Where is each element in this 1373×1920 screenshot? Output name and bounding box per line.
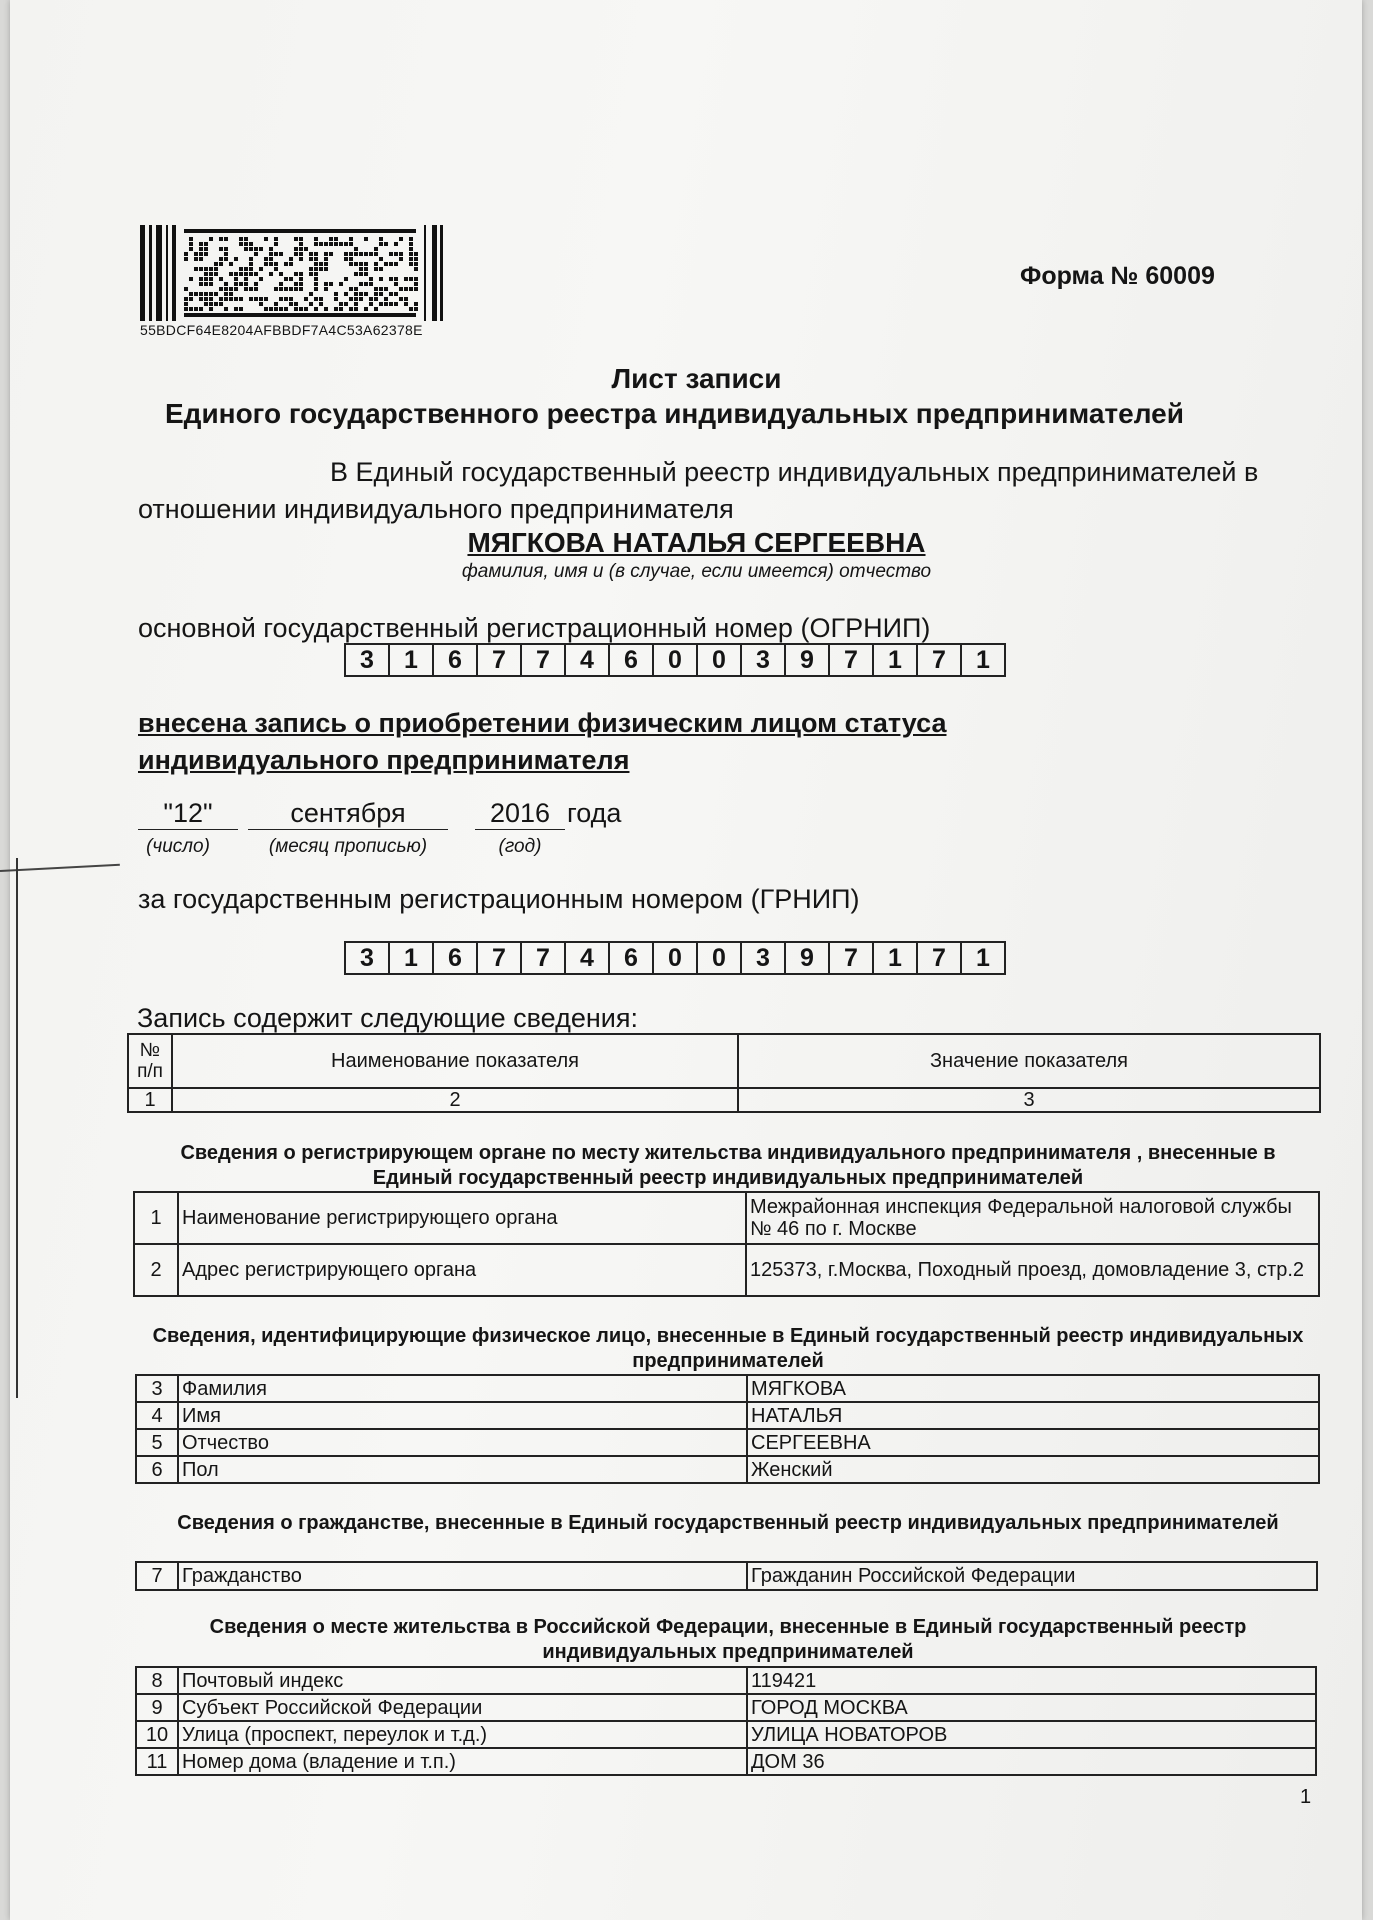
date-month-caption: (месяц прописью) (268, 836, 428, 857)
row-number: 1 (134, 1192, 178, 1244)
section-title: Сведения, идентифицирующие физическое лицо, внесенные в Единый государственный реестр индивидуальных предпринимателей (152, 1325, 1304, 1372)
row-value: 119421 (747, 1667, 1316, 1694)
ogrnip-label: основной государственный регистрационный номер (ОГРНИП) (138, 613, 931, 643)
contains-label: Запись содержит следующие сведения: (137, 1003, 638, 1033)
date-year-suffix: года (567, 798, 622, 828)
row-value: Гражданин Российской Федерации (747, 1562, 1317, 1590)
ogrnip-number (344, 643, 1006, 677)
row-name: Почтовый индекс (178, 1667, 747, 1694)
grnip-digit: 7 (478, 943, 522, 973)
grnip-digit: 9 (786, 943, 830, 973)
row-value: Межрайонная инспекция Федеральной налоговой службы № 46 по г. Москве (746, 1192, 1319, 1244)
row-number: 2 (134, 1244, 178, 1296)
document-subtitle: Единого государственного реестра индивидуальных предпринимателей (165, 398, 1184, 429)
ogrnip-digit: 1 (390, 645, 434, 675)
row-value: 125373, г.Москва, Походный проезд, домовладение 3, стр.2 (746, 1244, 1319, 1296)
pencil-mark (0, 858, 18, 1398)
row-number: 4 (136, 1402, 178, 1429)
entry-statement-line1: внесена запись о приобретении физическим лицом статуса (138, 708, 947, 738)
row-value: НАТАЛЬЯ (747, 1402, 1319, 1429)
section-title: Сведения о регистрирующем органе по месту жительства индивидуального предпринимателя , внесенные в Единый государственный реестр индивидуальных предпринимателей (180, 1142, 1276, 1189)
ogrnip-digit: 7 (830, 645, 874, 675)
grnip-digit: 1 (390, 943, 434, 973)
ogrnip-digit: 9 (786, 645, 830, 675)
row-name: Имя (178, 1402, 747, 1429)
header-col-value: Значение показателя (738, 1034, 1320, 1088)
intro-text-line1: В Единый государственный реестр индивидуальных предпринимателей в (330, 457, 1259, 487)
row-number: 3 (136, 1375, 178, 1402)
row-value: УЛИЦА НОВАТОРОВ (747, 1721, 1316, 1748)
row-number: 5 (136, 1429, 178, 1456)
row-number: 6 (136, 1456, 178, 1483)
grnip-digit: 7 (522, 943, 566, 973)
grnip-digit: 1 (976, 943, 990, 972)
row-name: Пол (178, 1456, 747, 1483)
grnip-digit: 7 (918, 943, 962, 973)
date-day: "12" (138, 797, 238, 830)
section2-table (135, 1374, 1320, 1484)
row-value: Женский (747, 1456, 1319, 1483)
page-number: 1 (1300, 1786, 1312, 1808)
ogrnip-digit: 7 (918, 645, 962, 675)
ogrnip-digit: 1 (874, 645, 918, 675)
ogrnip-digit: 3 (742, 645, 786, 675)
grnip-digit: 7 (830, 943, 874, 973)
ogrnip-digit: 3 (346, 645, 390, 675)
row-name: Наименование регистрирующего органа (178, 1192, 746, 1244)
grnip-digit: 3 (742, 943, 786, 973)
ogrnip-digit: 6 (610, 645, 654, 675)
grnip-digit: 4 (566, 943, 610, 973)
ogrnip-digit: 0 (698, 645, 742, 675)
header-col-name: Наименование показателя (172, 1034, 738, 1088)
row-name: Субъект Российской Федерации (178, 1694, 747, 1721)
entry-statement-line2: индивидуального предпринимателя (138, 745, 630, 775)
header-num-2: 2 (172, 1088, 738, 1112)
grnip-digit: 0 (654, 943, 698, 973)
ogrnip-digit: 7 (522, 645, 566, 675)
section3-table (135, 1561, 1318, 1591)
row-name: Адрес регистрирующего органа (178, 1244, 746, 1296)
row-value: СЕРГЕЕВНА (747, 1429, 1319, 1456)
row-name: Отчество (178, 1429, 747, 1456)
date-year-caption: (год) (498, 836, 542, 857)
date-year: 2016 (475, 797, 565, 830)
document-title: Лист записи (611, 363, 782, 394)
grnip-digit: 0 (698, 943, 742, 973)
row-name: Фамилия (178, 1375, 747, 1402)
document-page (10, 0, 1362, 1920)
row-number: 7 (136, 1562, 178, 1590)
row-number: 10 (136, 1721, 178, 1748)
ogrnip-digit: 4 (566, 645, 610, 675)
row-number: 8 (136, 1667, 178, 1694)
row-number: 11 (136, 1748, 178, 1775)
section4-table (135, 1666, 1317, 1776)
date-month: сентября (248, 797, 448, 830)
row-value: МЯГКОВА (747, 1375, 1319, 1402)
row-value: ДОМ 36 (747, 1748, 1316, 1775)
header-num-3: 3 (738, 1088, 1320, 1112)
ogrnip-digit: 1 (976, 645, 990, 674)
row-name: Гражданство (178, 1562, 747, 1590)
grnip-label: за государственным регистрационным номером (ГРНИП) (138, 884, 860, 914)
row-number: 9 (136, 1694, 178, 1721)
header-num-1: 1 (128, 1088, 172, 1112)
datamatrix-barcode-icon (140, 225, 448, 321)
grnip-number (344, 941, 1006, 975)
header-table (127, 1033, 1321, 1113)
section1-table (133, 1191, 1320, 1297)
row-value: ГОРОД МОСКВА (747, 1694, 1316, 1721)
entry-statement (138, 705, 946, 779)
header-col-number: № п/п (128, 1034, 172, 1088)
section-title: Сведения о гражданстве, внесенные в Единый государственный реестр индивидуальных предпринимателей (177, 1512, 1279, 1534)
intro-text-line2: отношении индивидуального предпринимателя (138, 494, 734, 524)
grnip-digit: 6 (434, 943, 478, 973)
section-title: Сведения о месте жительства в Российской Федерации, внесенные в Единый государственный реестр индивидуальных предпринимателей (209, 1616, 1247, 1663)
ogrnip-digit: 0 (654, 645, 698, 675)
form-number: Форма № 60009 (1020, 262, 1215, 290)
grnip-digit: 6 (610, 943, 654, 973)
entrepreneur-name-caption: фамилия, имя и (в случае, если имеется) отчество (461, 561, 932, 582)
date-day-caption: (число) (146, 836, 210, 857)
ogrnip-digit: 7 (478, 645, 522, 675)
grnip-digit: 1 (874, 943, 918, 973)
ogrnip-digit: 6 (434, 645, 478, 675)
row-name: Улица (проспект, переулок и т.д.) (178, 1721, 747, 1748)
barcode-text: 55BDCF64E8204AFBBDF7A4C53A62378E (140, 322, 423, 338)
grnip-digit: 3 (346, 943, 390, 973)
entrepreneur-name: МЯГКОВА НАТАЛЬЯ СЕРГЕЕВНА (467, 527, 926, 558)
row-name: Номер дома (владение и т.п.) (178, 1748, 747, 1775)
